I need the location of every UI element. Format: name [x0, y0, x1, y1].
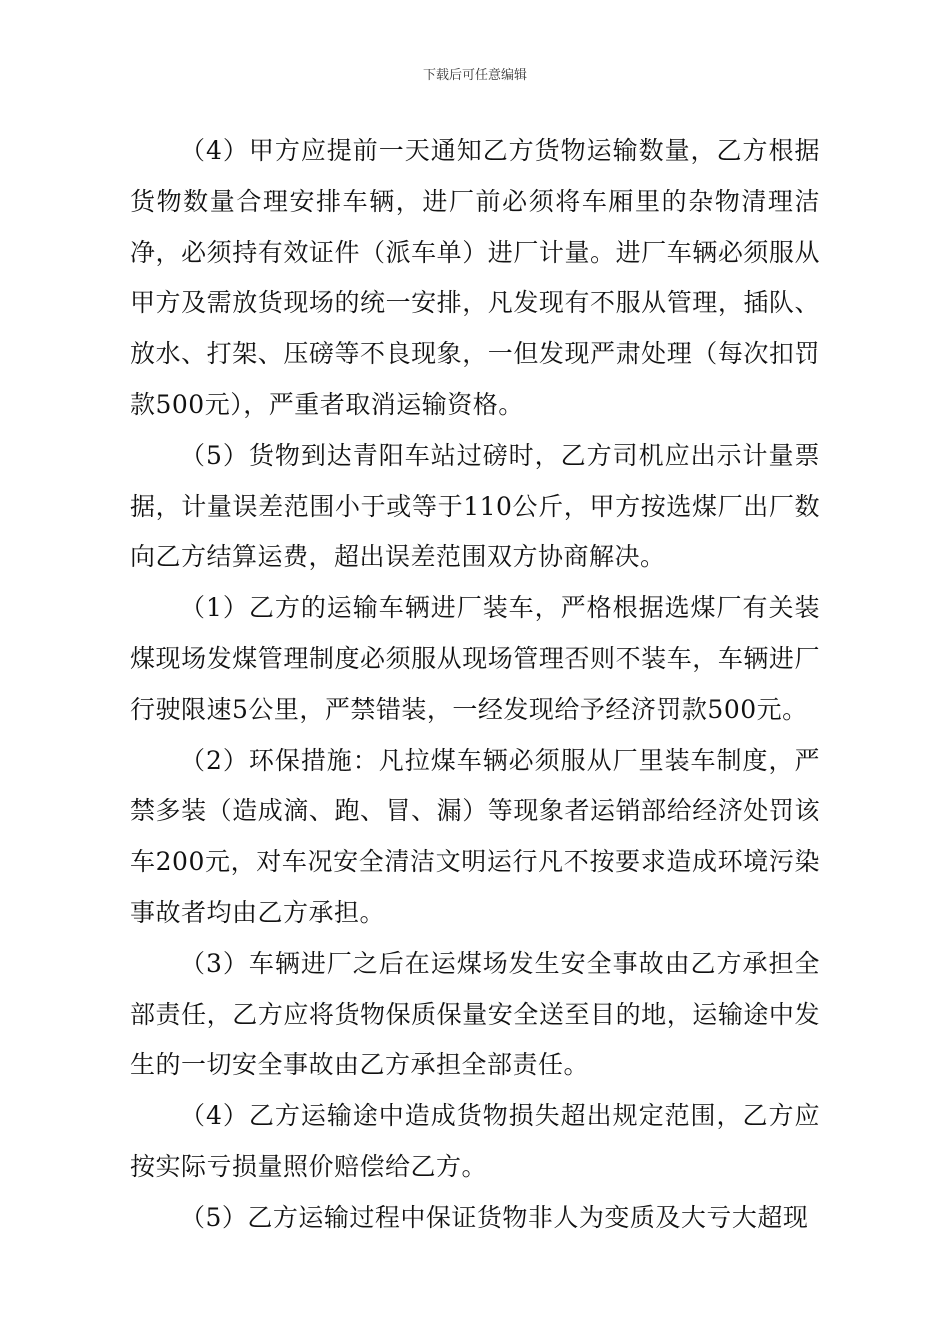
paragraph: （3）车辆进厂之后在运煤场发生安全事故由乙方承担全部责任，乙方应将货物保质保量安全送至目的地，运输途中发生的一切安全事故由乙方承担全部责任。 [130, 948, 820, 1080]
page-header: 下载后可任意编辑 [422, 68, 527, 83]
paragraph: （5）货物到达青阳车站过磅时，乙方司机应出示计量票据，计量误差范围小于或等于110公斤，甲方按选煤厂出厂数向乙方结算运费，超出误差范围双方协商解决。 [130, 440, 820, 572]
paragraph: （5）乙方运输过程中保证货物非人为变质及大亏大超现 [180, 1202, 809, 1232]
document-body [130, 126, 820, 1244]
paragraph: （4）乙方运输途中造成货物损失超出规定范围，乙方应按实际亏损量照价赔偿给乙方。 [130, 1101, 820, 1181]
paragraph: （2）环保措施：凡拉煤车辆必须服从厂里装车制度，严禁多装（造成滴、跑、冒、漏）等现象者运销部给经济处罚该车200元，对车况安全清洁文明运行凡不按要求造成环境污染事故者均由乙方承担。 [130, 745, 820, 927]
paragraph: （4）甲方应提前一天通知乙方货物运输数量，乙方根据货物数量合理安排车辆，进厂前必须将车厢里的杂物清理洁净，必须持有效证件（派车单）进厂计量。进厂车辆必须服从甲方及需放货现场的统一安排，凡发现有不服从管理，插队、放水、打架、压磅等不良现象，一但发现严肃处理（每次扣罚款500元），严重者取消运输资格。 [130, 136, 820, 419]
paragraph: （1）乙方的运输车辆进厂装车，严格根据选煤厂有关装煤现场发煤管理制度必须服从现场管理否则不装车，车辆进厂行驶限速5公里，严禁错装，一经发现给予经济罚款500元。 [130, 593, 820, 724]
